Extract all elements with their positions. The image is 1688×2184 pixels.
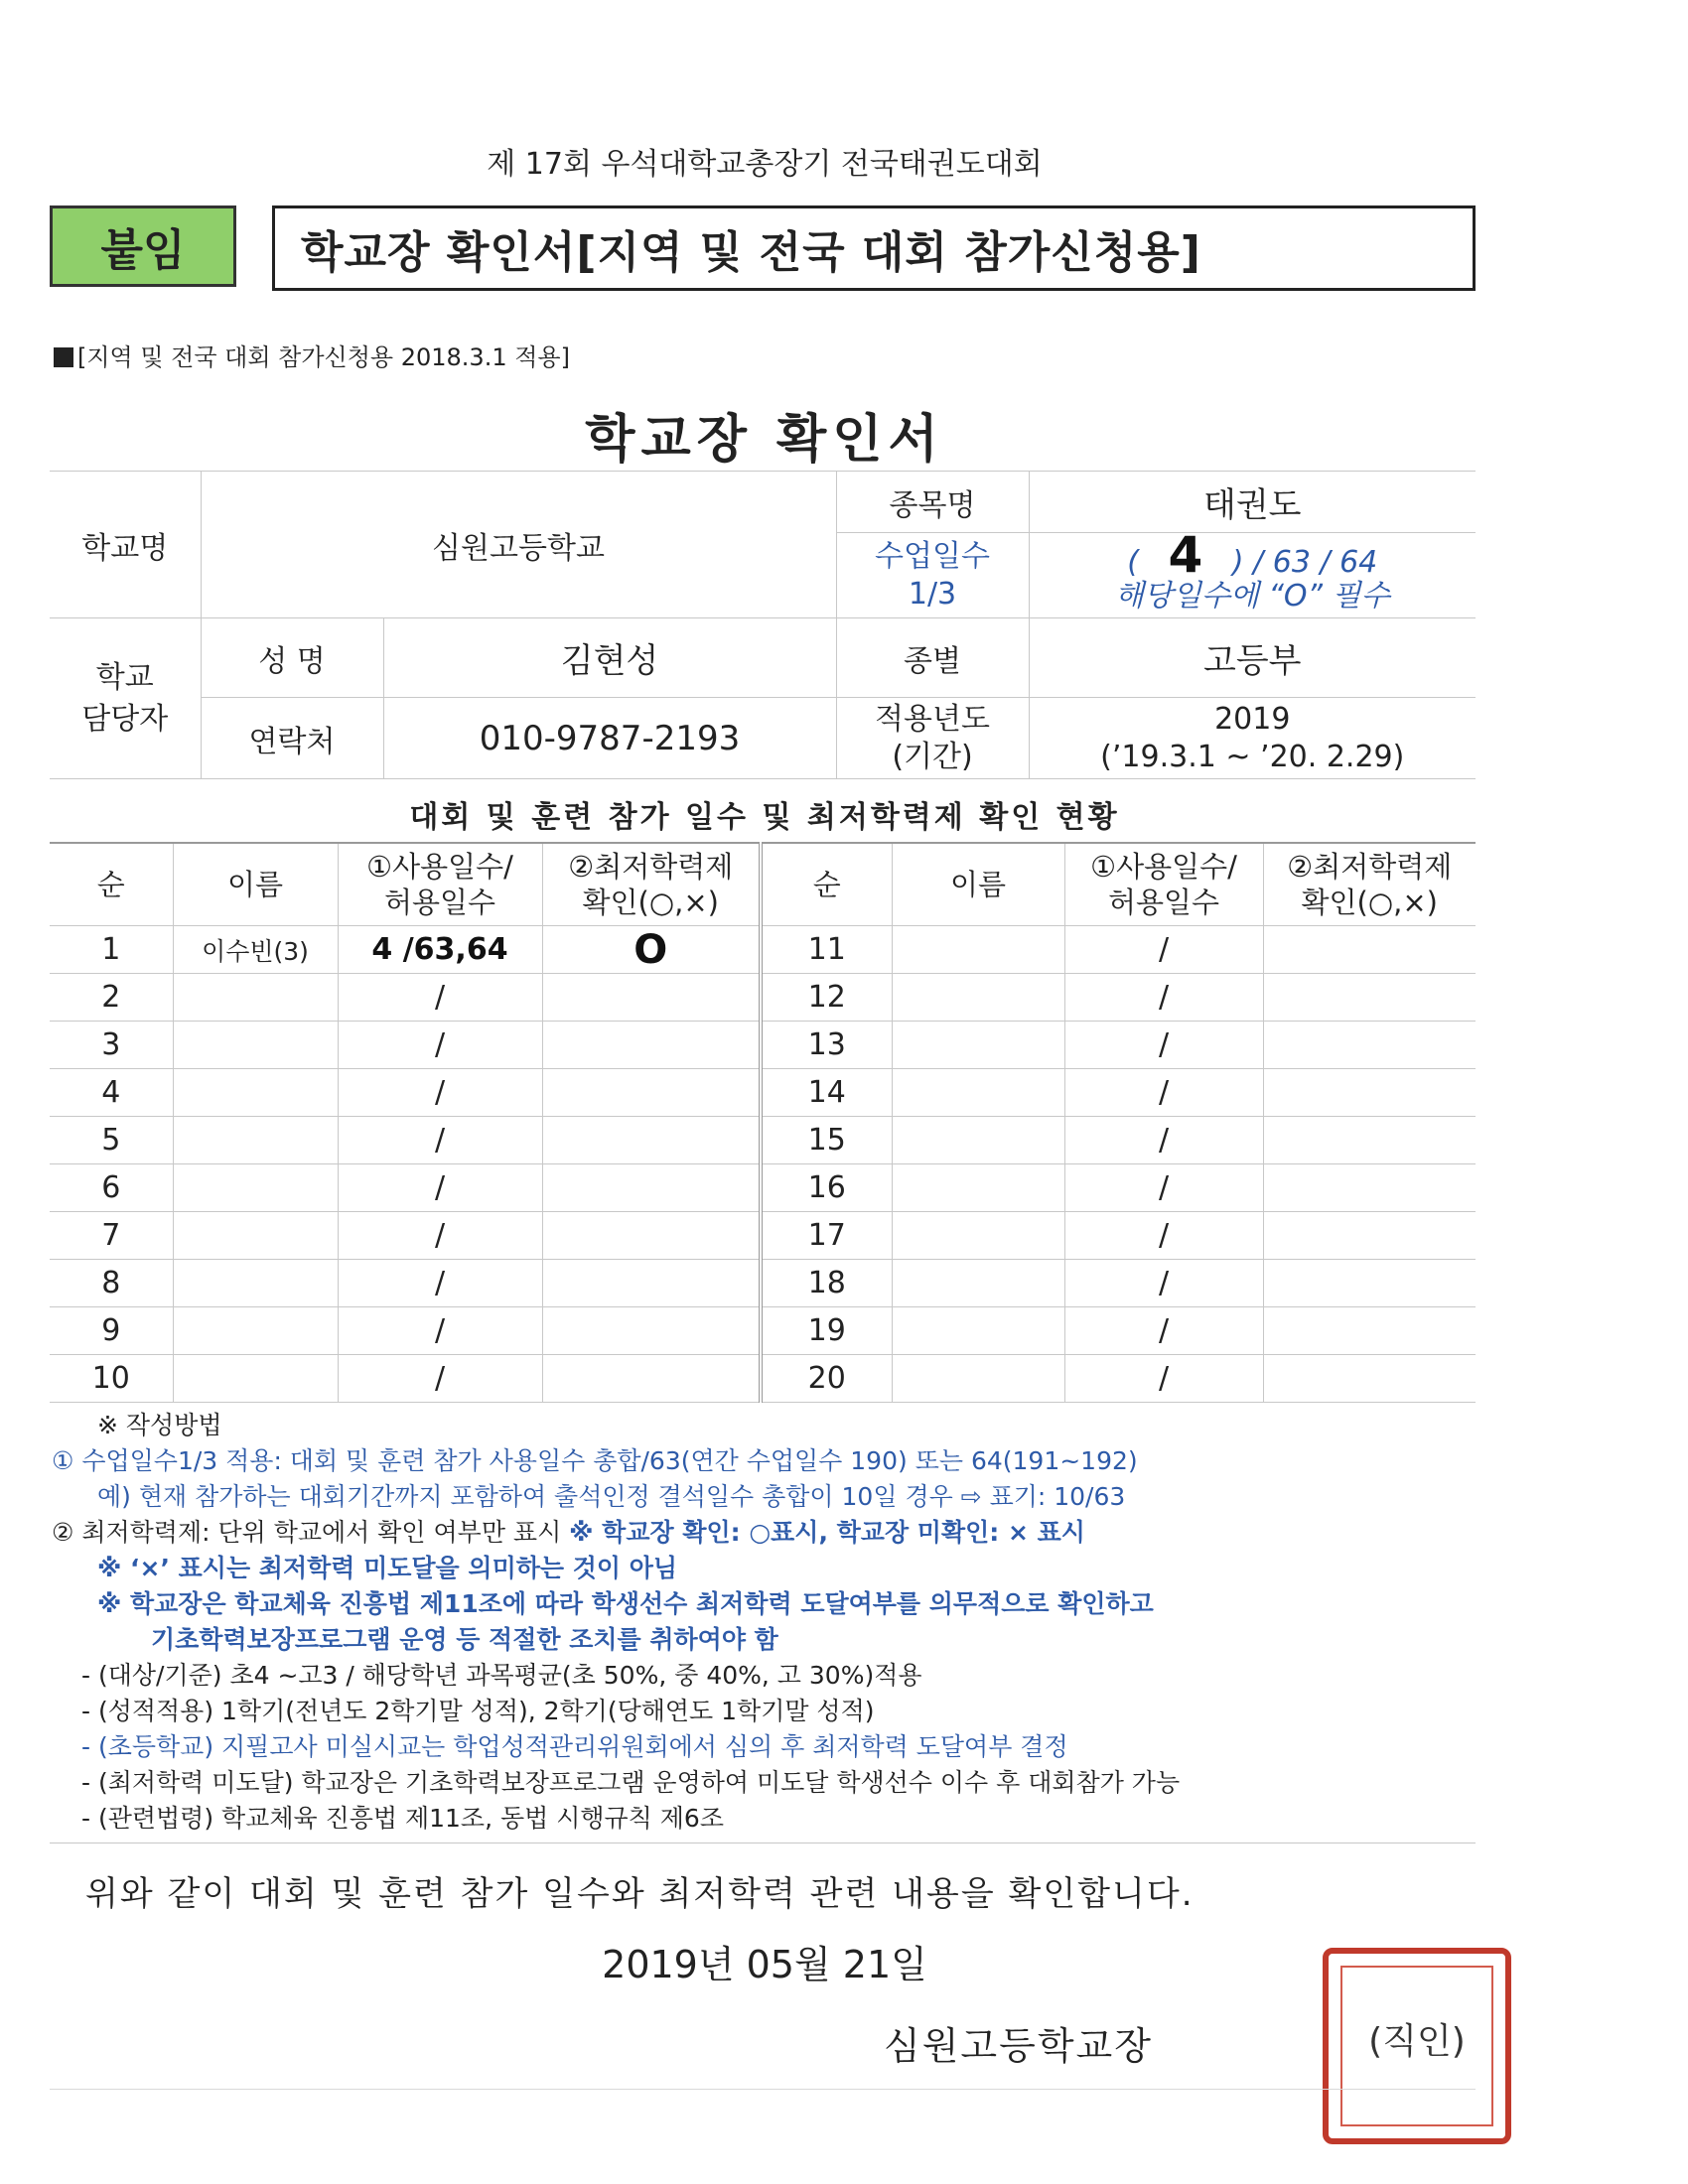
school-name: 심원고등학교 xyxy=(201,472,836,618)
school-label: 학교명 xyxy=(50,472,201,618)
row-days-right: / xyxy=(1064,1069,1263,1117)
method-line8: - (성적적용) 1학기(전년도 2학기말 성적), 2학기(당해연도 1학기말 성적) xyxy=(81,1697,875,1725)
col-check-line2: 확인(○,×) xyxy=(582,886,719,919)
table-row xyxy=(50,1022,1476,1069)
principal-name: 심원고등학교장 xyxy=(884,2024,1153,2068)
row-no-right: 16 xyxy=(761,1164,892,1212)
division-label: 종별 xyxy=(836,618,1029,698)
col-days-line1: ①사용일수/ xyxy=(366,850,513,884)
col-check-right-line1: ②최저학력제 xyxy=(1287,850,1453,884)
table-row xyxy=(50,1212,1476,1260)
row-no-right: 19 xyxy=(761,1307,892,1355)
row-days: / xyxy=(338,1307,542,1355)
row-days: / xyxy=(338,1164,542,1212)
status-title: 대회 및 훈련 참가 일수 및 최저학력제 확인 현황 xyxy=(409,800,1120,835)
method-heading: ※ 작성방법 xyxy=(97,1411,222,1439)
manager-label-1: 학교 xyxy=(95,659,154,695)
row-no: 9 xyxy=(50,1307,173,1355)
row-name xyxy=(173,1164,338,1212)
class-days-value xyxy=(1029,525,1476,618)
row-no: 1 xyxy=(50,926,173,974)
row-name-right xyxy=(892,1164,1064,1212)
event-title: 제 17회 우석대학교총장기 전국태권도대회 xyxy=(487,147,1043,182)
row-no: 7 xyxy=(50,1212,173,1260)
class-days-label-1: 수업일수 xyxy=(875,538,990,574)
col-check xyxy=(542,843,761,926)
row-days-right: / xyxy=(1064,1260,1263,1307)
row-days: 4 /63,64 xyxy=(338,926,542,974)
method-line3 xyxy=(52,1515,1481,1551)
method-line7: - (대상/기준) 초4 ~고3 / 해당학년 과목평균(초 50%, 중 40%, 고 30%)적용 xyxy=(81,1661,922,1690)
manager-label-2: 담당자 xyxy=(81,701,169,737)
applied-note-text: [지역 및 전국 대회 참가신청용 2018.3.1 적용] xyxy=(77,343,570,371)
row-days: / xyxy=(338,1212,542,1260)
class-days-options: / 63 / 64 xyxy=(1253,544,1378,580)
row-check-right xyxy=(1263,1022,1476,1069)
method-line3a: ② 최저학력제: 단위 학교에서 확인 여부만 표시 xyxy=(52,1518,562,1547)
col-no-right: 순 xyxy=(761,843,892,926)
row-check xyxy=(542,1069,761,1117)
col-days-right xyxy=(1064,843,1263,926)
row-name-right xyxy=(892,1307,1064,1355)
year-period: (’19.3.1 ~ ’20. 2.29) xyxy=(1100,739,1405,774)
class-days-label-2: 1/3 xyxy=(908,576,957,612)
row-days: / xyxy=(338,1117,542,1164)
year-value-cell xyxy=(1029,698,1476,779)
doc-date: 2019년 05월 21일 xyxy=(602,1943,927,1986)
row-check: O xyxy=(542,926,761,974)
row-days: / xyxy=(338,1355,542,1403)
row-name-right xyxy=(892,1117,1064,1164)
row-check-right xyxy=(1263,1117,1476,1164)
row-days-right: / xyxy=(1064,1212,1263,1260)
table-row xyxy=(50,1117,1476,1164)
row-name xyxy=(173,1260,338,1307)
class-days-label xyxy=(836,533,1029,618)
col-days-right-line2: 허용일수 xyxy=(1107,886,1220,919)
row-name-right xyxy=(892,1212,1064,1260)
col-name-right: 이름 xyxy=(892,843,1064,926)
class-days-handwritten: 4 xyxy=(1168,525,1203,584)
manager-label xyxy=(50,618,201,779)
row-check-right xyxy=(1263,1260,1476,1307)
applied-note xyxy=(54,338,570,372)
row-name-right xyxy=(892,1022,1064,1069)
row-check-right xyxy=(1263,1307,1476,1355)
row-days-right: / xyxy=(1064,1307,1263,1355)
row-name-right xyxy=(892,1260,1064,1307)
row-days-right: / xyxy=(1064,1022,1263,1069)
row-days-right: / xyxy=(1064,1117,1263,1164)
row-check xyxy=(542,1164,761,1212)
row-check-right xyxy=(1263,1164,1476,1212)
row-days-right: / xyxy=(1064,974,1263,1022)
method-line2: 예) 현재 참가하는 대회기간까지 포함하여 출석인정 결석일수 총합이 10일 경우 ⇨ 표기: 10/63 xyxy=(97,1482,1126,1511)
col-days-right-line1: ①사용일수/ xyxy=(1090,850,1237,884)
name-value: 김현성 xyxy=(383,618,836,698)
row-name-right xyxy=(892,974,1064,1022)
table-row xyxy=(50,974,1476,1022)
col-check-line1: ②최저학력제 xyxy=(568,850,734,884)
row-check xyxy=(542,974,761,1022)
name-label: 성 명 xyxy=(201,618,383,698)
row-check xyxy=(542,1260,761,1307)
table-row xyxy=(50,1260,1476,1307)
header-title: 학교장 확인서[지역 및 전국 대회 참가신청용] xyxy=(272,205,1476,291)
bottom-divider xyxy=(50,2089,1476,2090)
year-label-1: 적용년도 xyxy=(875,701,990,737)
year-label xyxy=(836,698,1029,779)
contact-label: 연락처 xyxy=(201,698,383,779)
row-check-right xyxy=(1263,1069,1476,1117)
row-name xyxy=(173,1117,338,1164)
class-days-open: ( xyxy=(1127,544,1139,580)
row-check-right xyxy=(1263,974,1476,1022)
row-check xyxy=(542,1022,761,1069)
row-name xyxy=(173,1069,338,1117)
roster-header-row xyxy=(50,843,1476,926)
row-no-right: 11 xyxy=(761,926,892,974)
col-check-right xyxy=(1263,843,1476,926)
row-days-right: / xyxy=(1064,1164,1263,1212)
row-no: 6 xyxy=(50,1164,173,1212)
attachment-badge: 붙임 xyxy=(50,205,236,287)
table-row xyxy=(50,1069,1476,1117)
sport-value: 태권도 xyxy=(1029,472,1476,533)
row-no-right: 17 xyxy=(761,1212,892,1260)
method-line5: ※ 학교장은 학교체육 진흥법 제11조에 따라 학생선수 최저학력 도달여부를 의무적으로 확인하고 xyxy=(97,1589,1154,1618)
row-check-right xyxy=(1263,1355,1476,1403)
col-no: 순 xyxy=(50,843,173,926)
row-no: 3 xyxy=(50,1022,173,1069)
row-name xyxy=(173,1212,338,1260)
row-no: 8 xyxy=(50,1260,173,1307)
row-no: 5 xyxy=(50,1117,173,1164)
method-line6: 기초학력보장프로그램 운영 등 적절한 조치를 취하여야 함 xyxy=(151,1625,778,1654)
method-line1: ① 수업일수1/3 적용: 대회 및 훈련 참가 사용일수 총합/63(연간 수업일수 190) 또는 64(191~192) xyxy=(52,1446,1138,1475)
col-days-line2: 허용일수 xyxy=(383,886,496,919)
row-name xyxy=(173,1022,338,1069)
confirm-text: 위와 같이 대회 및 훈련 참가 일수와 최저학력 관련 내용을 확인합니다. xyxy=(85,1874,1195,1914)
row-no: 2 xyxy=(50,974,173,1022)
row-no-right: 12 xyxy=(761,974,892,1022)
col-name: 이름 xyxy=(173,843,338,926)
table-row xyxy=(50,1164,1476,1212)
row-no: 10 xyxy=(50,1355,173,1403)
row-name xyxy=(173,974,338,1022)
method-line9: - (초등학교) 지필고사 미실시교는 학업성적관리위원회에서 심의 후 최저학력 도달여부 결정 xyxy=(81,1732,1068,1761)
row-check xyxy=(542,1212,761,1260)
col-days xyxy=(338,843,542,926)
row-days: / xyxy=(338,1260,542,1307)
row-name: 이수빈(3) xyxy=(173,926,338,974)
row-check xyxy=(542,1117,761,1164)
row-no: 4 xyxy=(50,1069,173,1117)
row-no-right: 15 xyxy=(761,1117,892,1164)
row-check xyxy=(542,1355,761,1403)
row-days: / xyxy=(338,1069,542,1117)
method-line4: ※ ‘×’ 표시는 최저학력 미도달을 의미하는 것이 아님 xyxy=(97,1554,678,1582)
sport-label: 종목명 xyxy=(836,472,1029,533)
year-value: 2019 xyxy=(1214,701,1291,737)
row-check xyxy=(542,1307,761,1355)
row-no-right: 20 xyxy=(761,1355,892,1403)
writing-method xyxy=(52,1408,1481,1837)
row-no-right: 13 xyxy=(761,1022,892,1069)
row-name-right xyxy=(892,926,1064,974)
table-row xyxy=(50,926,1476,974)
row-no-right: 18 xyxy=(761,1260,892,1307)
table-row xyxy=(50,1307,1476,1355)
info-table xyxy=(50,471,1476,779)
contact-value: 010-9787-2193 xyxy=(383,698,836,779)
col-check-right-line2: 확인(○,×) xyxy=(1301,886,1438,919)
table-row xyxy=(50,1355,1476,1403)
method-line10: - (최저학력 미도달) 학교장은 기초학력보장프로그램 운영하여 미도달 학생선수 이수 후 대회참가 가능 xyxy=(81,1768,1181,1797)
row-days: / xyxy=(338,974,542,1022)
row-days-right: / xyxy=(1064,1355,1263,1403)
method-line11: - (관련법령) 학교체육 진흥법 제11조, 동법 시행규칙 제6조 xyxy=(81,1804,724,1833)
seal-label: (직인) xyxy=(1368,2021,1466,2062)
row-name-right xyxy=(892,1355,1064,1403)
division-value: 고등부 xyxy=(1029,618,1476,698)
row-name-right xyxy=(892,1069,1064,1117)
row-name xyxy=(173,1307,338,1355)
row-name xyxy=(173,1355,338,1403)
class-days-note: 해당일수에 “O” 필수 xyxy=(1114,578,1390,614)
row-days: / xyxy=(338,1022,542,1069)
row-no-right: 14 xyxy=(761,1069,892,1117)
doc-title: 학교장 확인서 xyxy=(585,410,944,470)
row-days-right: / xyxy=(1064,926,1263,974)
square-bullet-icon xyxy=(54,347,73,367)
method-line3b: ※ 학교장 확인: ○표시, 학교장 미확인: × 표시 xyxy=(569,1518,1085,1547)
roster-table xyxy=(50,842,1476,1403)
row-check-right xyxy=(1263,1212,1476,1260)
row-check-right xyxy=(1263,926,1476,974)
class-days-close: ) xyxy=(1231,544,1244,580)
year-label-2: (기간) xyxy=(892,739,973,774)
